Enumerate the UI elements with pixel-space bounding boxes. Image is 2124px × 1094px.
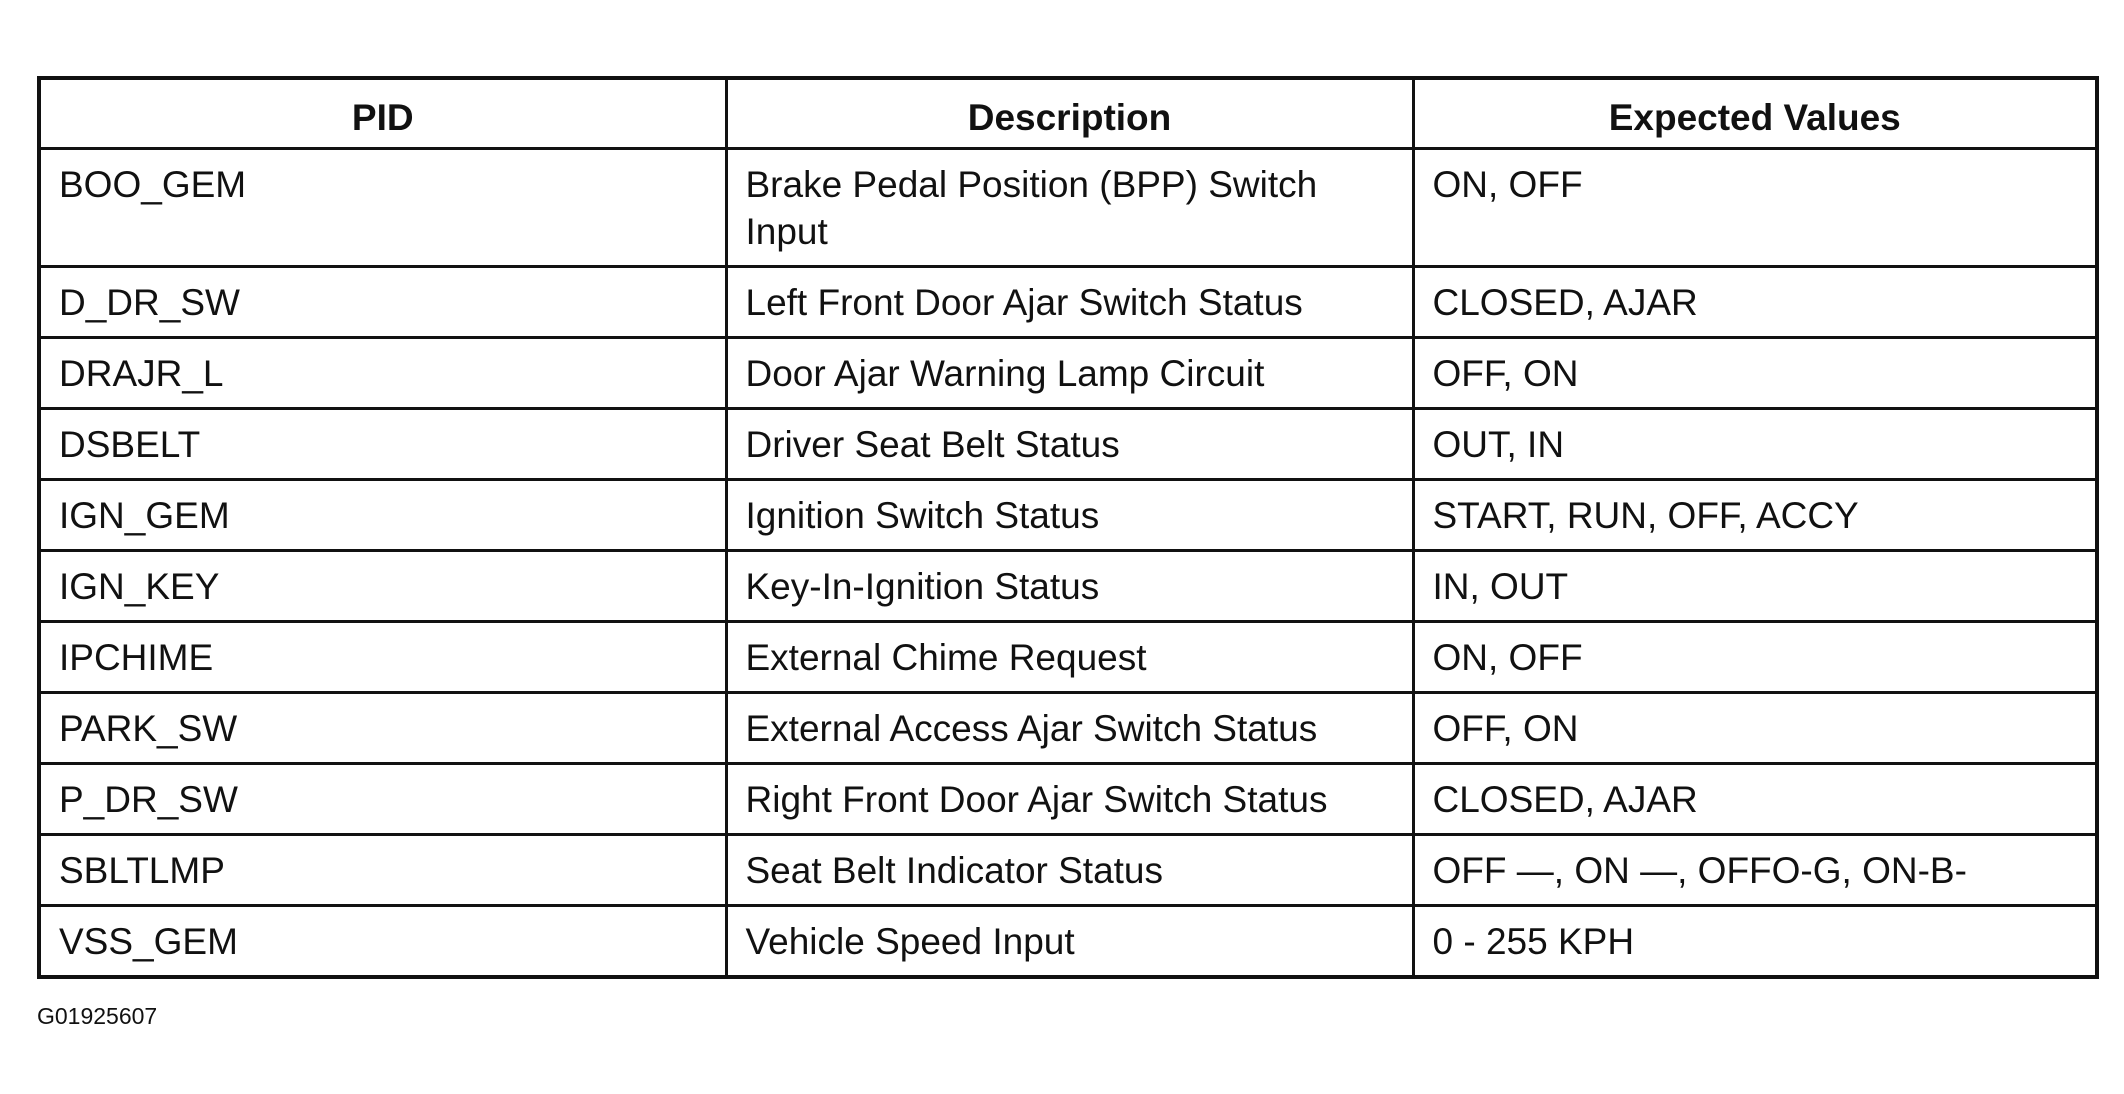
pid-cell: PARK_SW (39, 693, 726, 764)
pid-cell: IGN_KEY (39, 551, 726, 622)
expected-values-cell: OFF, ON (1413, 693, 2097, 764)
expected-values-cell: 0 - 255 KPH (1413, 906, 2097, 978)
table-row (39, 480, 2097, 551)
description-cell: External Chime Request (726, 622, 1413, 693)
expected-values-cell: ON, OFF (1413, 149, 2097, 267)
description-cell: Right Front Door Ajar Switch Status (726, 764, 1413, 835)
expected-values-cell: OFF —, ON —, OFFO-G, ON-B- (1413, 835, 2097, 906)
expected-values-cell: ON, OFF (1413, 622, 2097, 693)
pid-table (37, 76, 2099, 979)
table-row (39, 338, 2097, 409)
pid-cell: D_DR_SW (39, 267, 726, 338)
description-cell: External Access Ajar Switch Status (726, 693, 1413, 764)
table-row (39, 835, 2097, 906)
header-description: Description (726, 78, 1413, 149)
description-cell: Left Front Door Ajar Switch Status (726, 267, 1413, 338)
pid-cell: SBLTLMP (39, 835, 726, 906)
expected-values-cell: START, RUN, OFF, ACCY (1413, 480, 2097, 551)
pid-cell: BOO_GEM (39, 149, 726, 267)
table-row (39, 906, 2097, 978)
table-row (39, 267, 2097, 338)
table-row (39, 693, 2097, 764)
table-header-row (39, 78, 2097, 149)
table-row (39, 149, 2097, 267)
description-cell: Door Ajar Warning Lamp Circuit (726, 338, 1413, 409)
pid-cell: P_DR_SW (39, 764, 726, 835)
header-expected-values: Expected Values (1413, 78, 2097, 149)
expected-values-cell: CLOSED, AJAR (1413, 267, 2097, 338)
pid-cell: VSS_GEM (39, 906, 726, 978)
description-cell: Key-In-Ignition Status (726, 551, 1413, 622)
table-row (39, 409, 2097, 480)
expected-values-cell: OFF, ON (1413, 338, 2097, 409)
table-row (39, 622, 2097, 693)
table-row (39, 551, 2097, 622)
description-cell: Driver Seat Belt Status (726, 409, 1413, 480)
description-cell: Vehicle Speed Input (726, 906, 1413, 978)
expected-values-cell: CLOSED, AJAR (1413, 764, 2097, 835)
expected-values-cell: OUT, IN (1413, 409, 2097, 480)
pid-cell: DRAJR_L (39, 338, 726, 409)
pid-cell: DSBELT (39, 409, 726, 480)
table-row (39, 764, 2097, 835)
figure-code: G01925607 (37, 1003, 158, 1029)
description-cell: Seat Belt Indicator Status (726, 835, 1413, 906)
expected-values-cell: IN, OUT (1413, 551, 2097, 622)
pid-cell: IPCHIME (39, 622, 726, 693)
pid-cell: IGN_GEM (39, 480, 726, 551)
header-pid: PID (39, 78, 726, 149)
description-cell: Ignition Switch Status (726, 480, 1413, 551)
description-cell: Brake Pedal Position (BPP) Switch Input (726, 149, 1413, 267)
